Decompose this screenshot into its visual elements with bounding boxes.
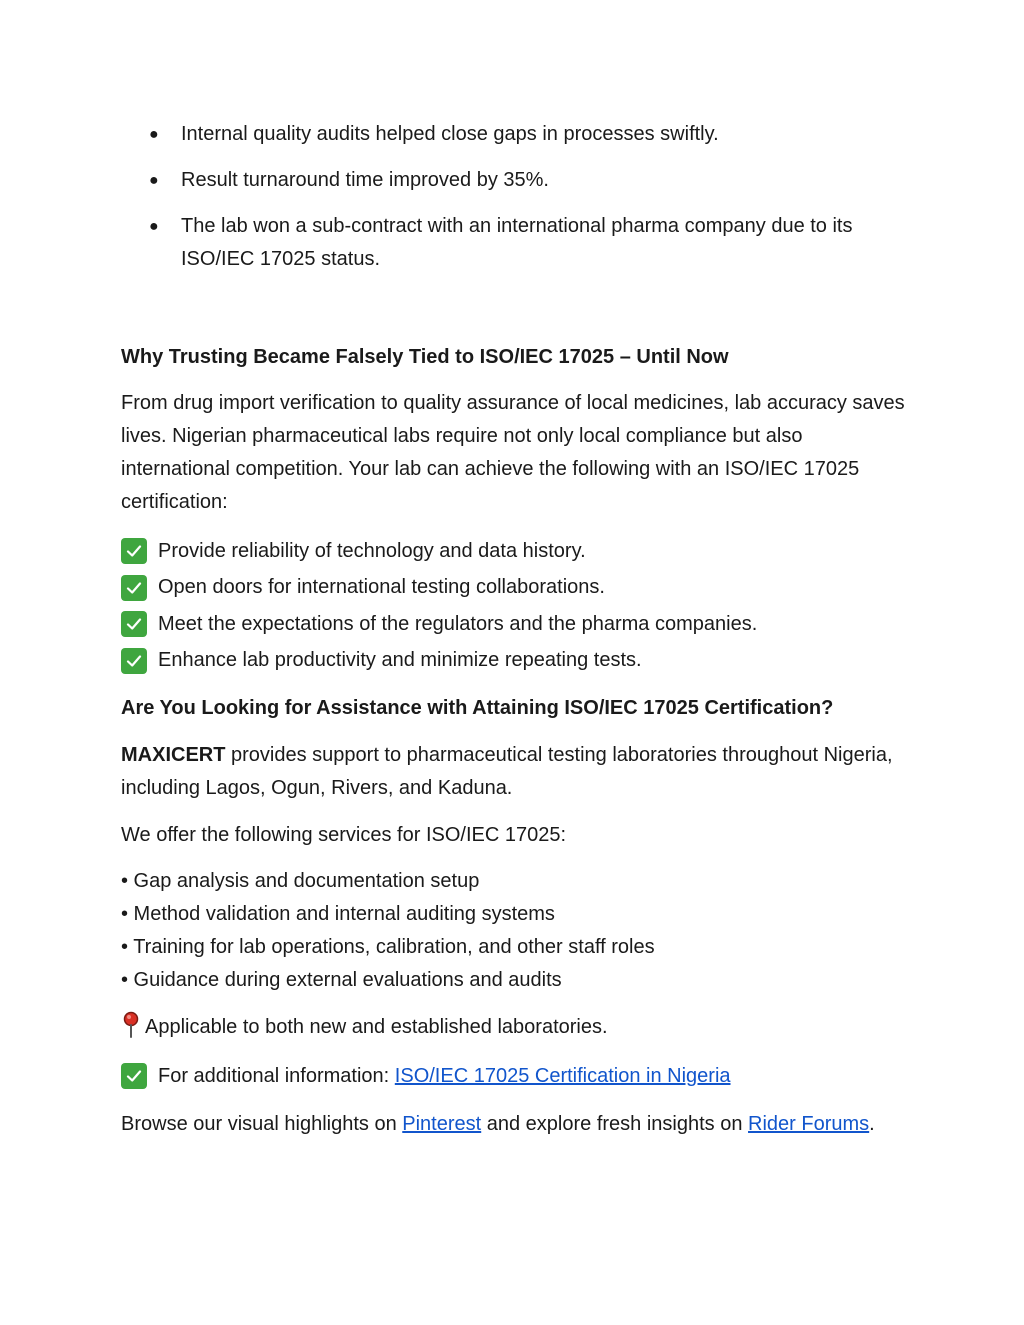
certification-nigeria-link[interactable]: ISO/IEC 17025 Certification in Nigeria — [394, 1064, 731, 1087]
benefits-checklist — [121, 533, 911, 679]
services-list — [121, 865, 911, 997]
pinterest-link[interactable]: Pinterest — [402, 1113, 482, 1135]
document-page — [121, 118, 911, 1141]
browse-paragraph: Browse our visual highlights on Pinterest and explore fresh insights on Rider Forums. — [121, 1113, 875, 1135]
section-heading-assistance: Are You Looking for Assistance with Attaining ISO/IEC 17025 Certification? — [121, 697, 834, 719]
checklist-item: Open doors for international testing collaborations. — [121, 570, 911, 607]
check-mark-icon — [121, 1063, 147, 1089]
list-item: ● Internal quality audits helped close gaps in processes swiftly. — [121, 118, 911, 151]
intro-paragraph: From drug import verification to quality assurance of local medicines, lab accuracy saves lives. Nigerian pharmaceutical labs require not only local compliance but also international competition. Your lab can achieve the following with an ISO/IEC 17025 certification: — [121, 392, 905, 513]
applicable-note: Applicable to both new and established laboratories. — [121, 1011, 911, 1044]
list-item: • Training for lab operations, calibration, and other staff roles — [121, 936, 655, 958]
list-item: • Guidance during external evaluations and audits — [121, 969, 562, 991]
checklist-item: Enhance lab productivity and minimize repeating tests. — [121, 643, 911, 680]
list-item: • Gap analysis and documentation setup — [121, 870, 480, 892]
services-intro: We offer the following services for ISO/IEC 17025: — [121, 824, 567, 846]
section-heading-why-trusting: Why Trusting Became Falsely Tied to ISO/IEC 17025 – Until Now — [121, 346, 729, 368]
check-mark-icon — [121, 611, 147, 637]
checklist-item: Provide reliability of technology and data history. — [121, 533, 911, 570]
results-list — [121, 118, 911, 276]
bullet-icon: ● — [149, 172, 159, 189]
check-mark-icon — [121, 575, 147, 601]
list-item: ● Result turnaround time improved by 35%. — [121, 164, 911, 197]
brand-name: MAXICERT — [121, 744, 226, 766]
bullet-icon: ● — [149, 126, 159, 143]
list-item: • Method validation and internal auditing systems — [121, 903, 555, 925]
maxicert-paragraph: MAXICERT provides support to pharmaceutical testing laboratories throughout Nigeria, including Lagos, Ogun, Rivers, and Kaduna. — [121, 744, 893, 799]
rider-forums-link[interactable]: Rider Forums — [748, 1113, 870, 1135]
check-mark-icon — [121, 538, 147, 564]
check-mark-icon — [121, 648, 147, 674]
round-pushpin-icon — [121, 1011, 141, 1039]
bullet-icon: ● — [149, 218, 159, 235]
additional-info: For additional information: ISO/IEC 17025 Certification in Nigeria — [121, 1058, 911, 1094]
checklist-item: Meet the expectations of the regulators and the pharma companies. — [121, 606, 911, 643]
list-item: ● The lab won a sub-contract with an international pharma company due to its ISO/IEC 17025 status. — [121, 210, 911, 276]
